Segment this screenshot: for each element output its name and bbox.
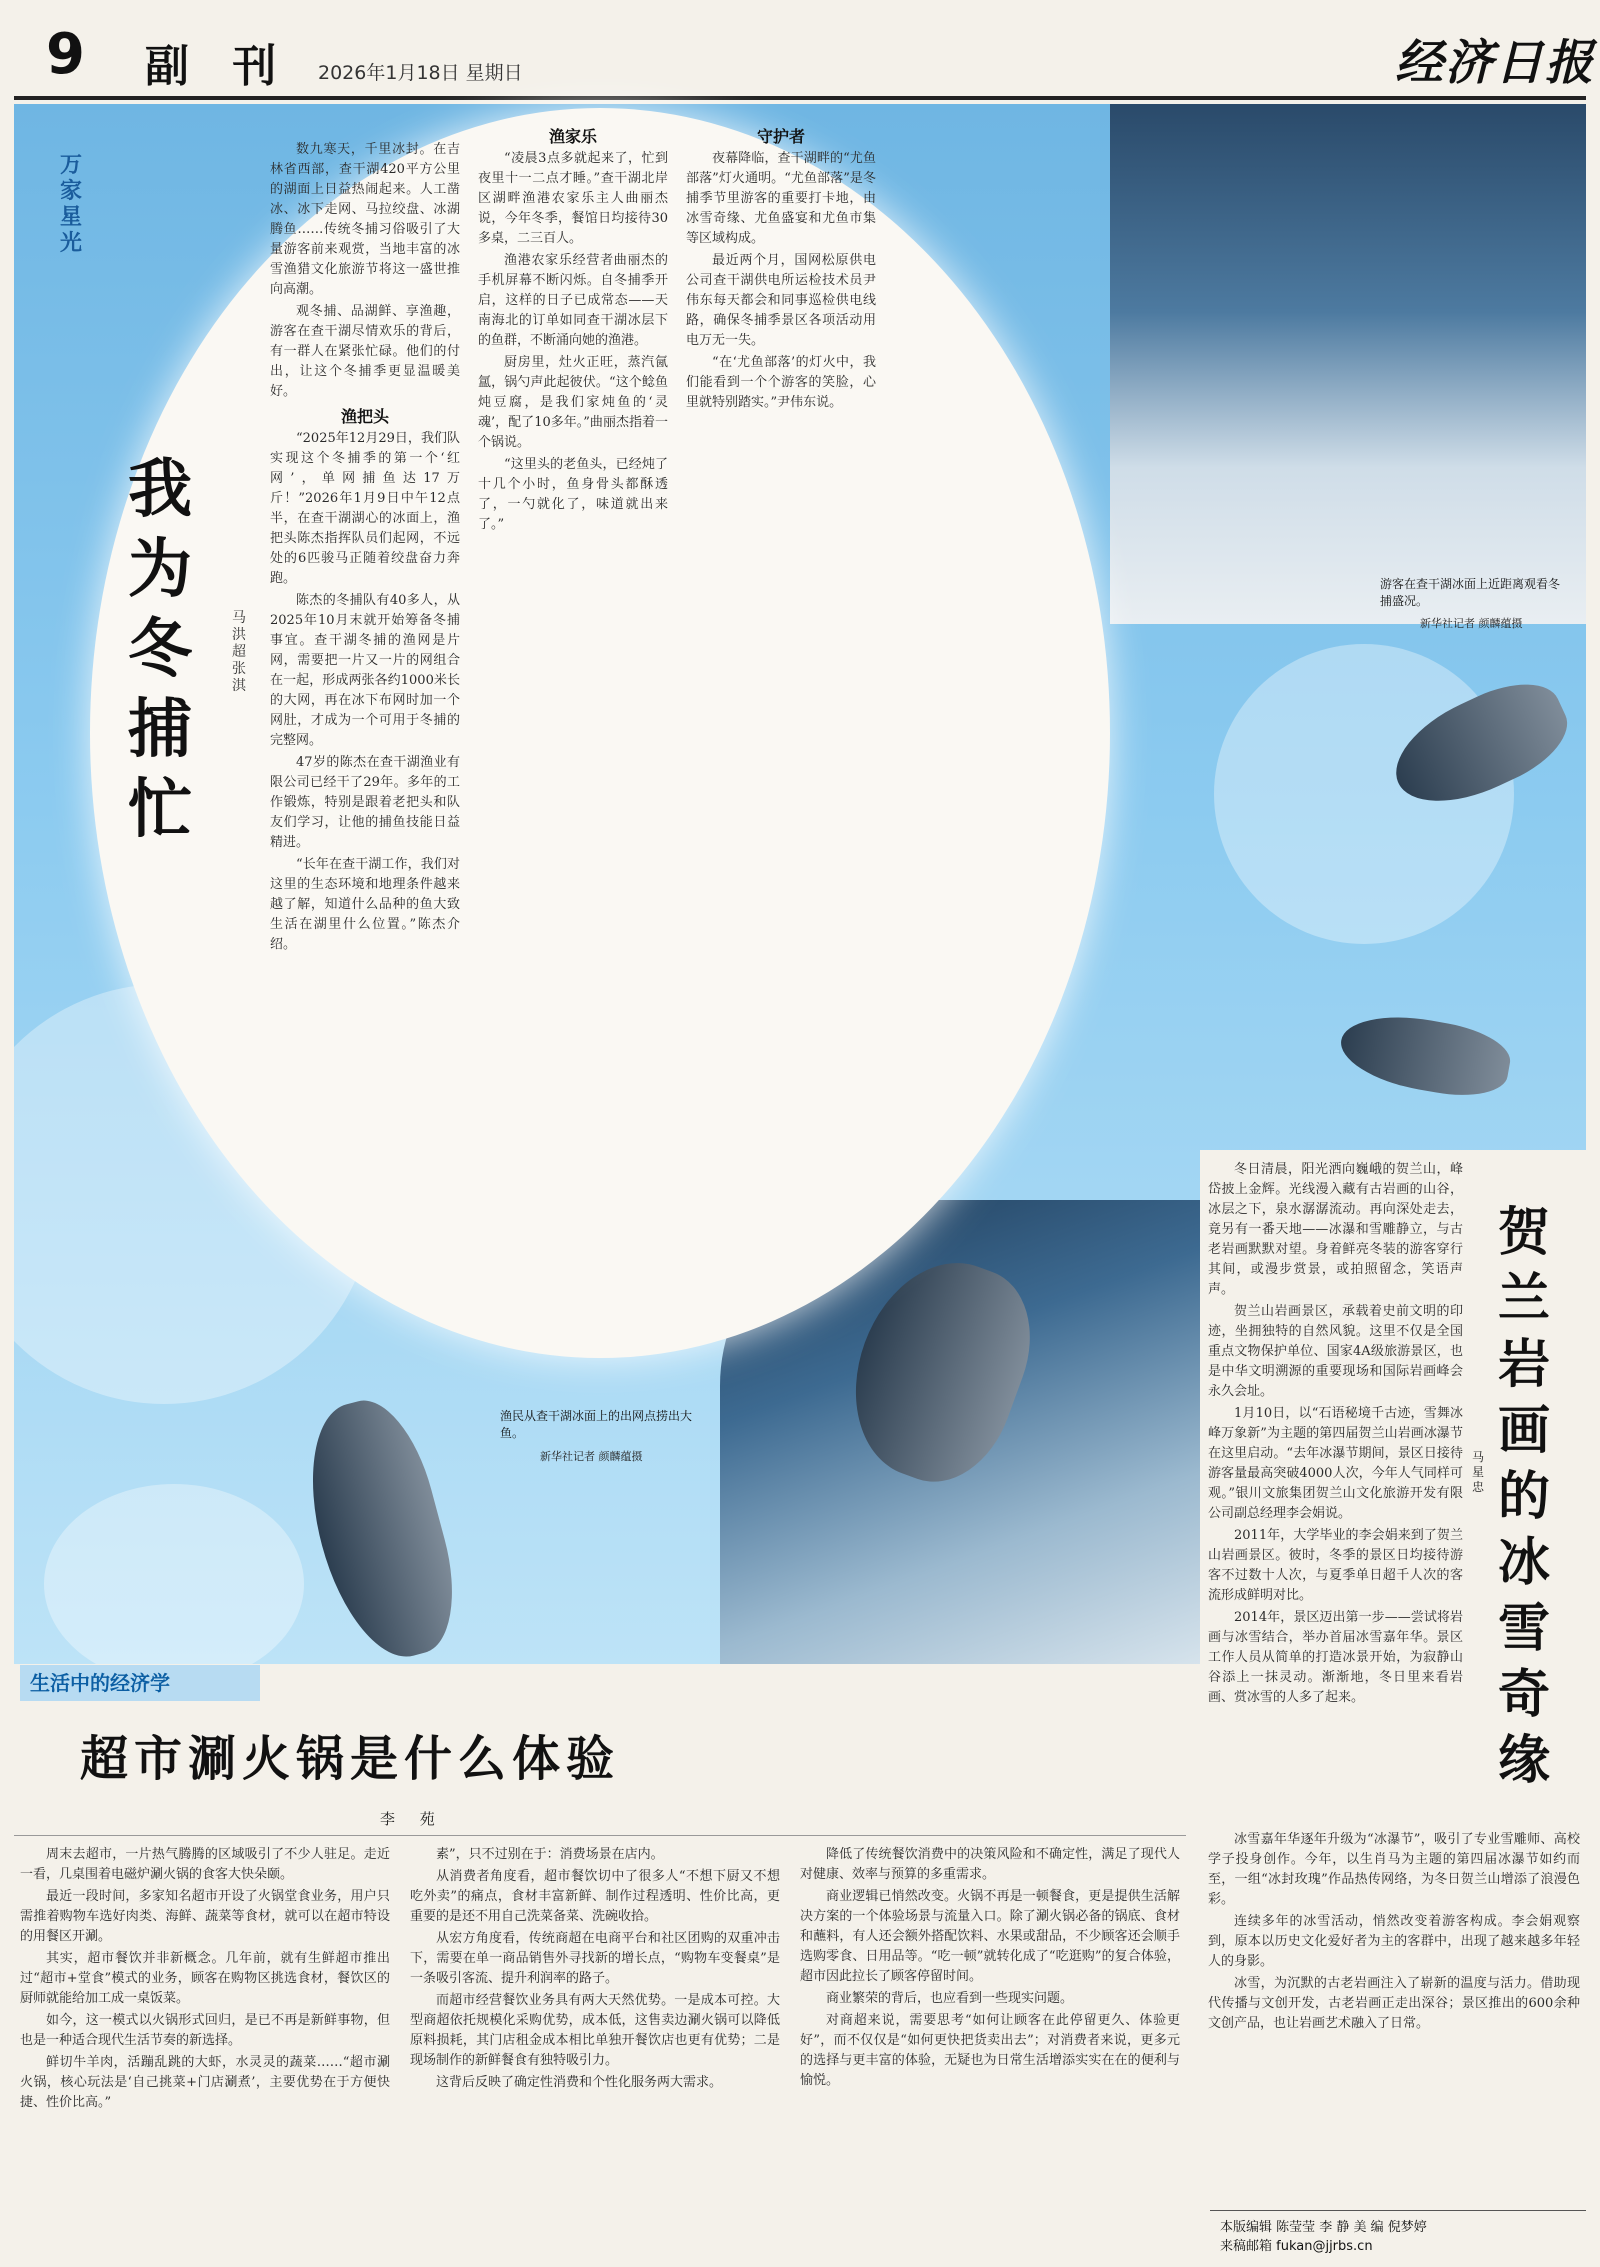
economics-paragraph: 从宏方角度看，传统商超在电商平台和社区团购的双重冲击下，需要在单一商品销售外寻找新的增长点，“购物车变餐桌”是一条吸引客流、提升利润率的路子。	[410, 1931, 780, 1986]
feature-paragraph: 最近两个月，国网松原供电公司查干湖供电所运检技术员尹伟东每天都会和同事巡检供电线路，确保冬捕季景区各项活动用电万无一失。	[686, 253, 876, 348]
section-heading: 渔把头	[340, 407, 389, 426]
feature-paragraph: 陈杰的冬捕队有40多人，从2025年10月末就开始筹备冬捕事宜。查干湖冬捕的渔网是片网，需要把一片又一片的网组合在一起，形成两张各约1000米长的大网，再在冰下布网时加一个网肚，才成为一个可用于冬捕的完整网。	[270, 593, 460, 748]
feature-column-3	[686, 124, 876, 1224]
section-heading: 渔家乐	[548, 127, 597, 146]
helan-paragraph: 2011年，大学毕业的李会娟来到了贺兰山岩画景区。彼时，冬季的景区日均接待游客不过数十人次，与夏季单日超千人次的客流形成鲜明对比。	[1208, 1528, 1463, 1603]
economics-paragraph: 商业逻辑已悄然改变。火锅不再是一顿餐食，更是提供生活解决方案的一个体验场景与流量入口。除了涮火锅必备的锅底、食材和蘸料，有人还会额外搭配饮料、水果或甜品，不少顾客还会顺手选购零食、日用品等。“吃一顿”就转化成了“吃逛购”的复合体验，超市因此拉长了顾客停留时间。	[800, 1889, 1180, 1984]
feature-byline: 马洪超 张 淇	[232, 610, 246, 694]
feature-paragraph: 47岁的陈杰在查干湖渔业有限公司已经干了29年。多年的工作锻炼，特别是跟着老把头和队友们学习，让他的捕鱼技能日益精进。	[270, 755, 460, 850]
masthead-rule	[14, 96, 1586, 100]
photo-caption-top: 游客在查干湖冰面上近距离观看冬捕盛况。	[1380, 577, 1561, 608]
section-heading: 守护者	[756, 127, 805, 146]
economics-paragraph: 素”，只不过别在于：消费场景在店内。	[436, 1847, 664, 1862]
feature-paragraph: “凌晨3点多就起来了，忙到夜里十一二点才睡。”查干湖北岸区湖畔渔港农家乐主人曲丽杰说，今年冬季，餐馆日均接待30多桌，二三百人。	[478, 151, 668, 246]
economics-paragraph: 其实，超市餐饮并非新概念。几年前，就有生鲜超市推出过“超市+堂食”模式的业务，顾客在购物区挑选食材，餐饮区的厨师就能给加工成一桌饭菜。	[20, 1951, 390, 2006]
economics-column-2	[410, 1845, 780, 2255]
feature-paragraph: “在‘尤鱼部落’的灯火中，我们能看到一个个游客的笑脸，心里就特别踏实。”尹伟东说。	[686, 355, 876, 410]
economics-paragraph: 周末去超市，一片热气腾腾的区域吸引了不少人驻足。走近一看，几桌围着电磁炉涮火锅的食客大快朵颐。	[20, 1847, 390, 1882]
economics-rule	[14, 1835, 1186, 1836]
publication-date: 2026年1月18日 星期日	[318, 62, 523, 84]
helan-paragraph: 冰雪，为沉默的古老岩画注入了崭新的温度与活力。借助现代传播与文创开发，古老岩画正走出深谷；景区推出的600余种文创产品，也让岩画艺术融入了日常。	[1208, 1976, 1580, 2031]
economics-article-author: 李 苑	[380, 1810, 445, 1828]
photo-winter-fishing-crowd	[1110, 104, 1586, 624]
section-name: 副 刊	[145, 41, 291, 92]
helan-paragraph: 2014年，景区迈出第一步——尝试将岩画与冰雪结合，举办首届冰雪嘉年华。景区工作人员从简单的打造冰景开始，为寂静山谷添上一抹灵动。渐渐地，冬日里来看岩画、赏冰雪的人多了起来。	[1208, 1610, 1463, 1705]
feature-column-2	[478, 124, 668, 1234]
page-number: 9	[46, 22, 85, 87]
submission-email[interactable]: 来稿邮箱 fukan@jjrbs.cn	[1220, 2239, 1373, 2254]
footer-rule	[1210, 2210, 1586, 2211]
economics-column-tag: 生活中的经济学	[20, 1665, 260, 1701]
helan-paragraph: 冰雪嘉年华逐年升级为“冰瀑节”，吸引了专业雪雕师、高校学子投身创作。今年，以生肖马为主题的第四届冰瀑节如约而至，一组“冰封玫瑰”作品热传网络，为冬日贺兰山增添了浪漫色彩。	[1208, 1832, 1580, 1907]
economics-article-title: 超市涮火锅是什么体验	[80, 1731, 621, 1787]
photo-caption-bottom: 渔民从查干湖冰面上的出网点捞出大鱼。	[500, 1409, 693, 1440]
feature-paragraph: 夜幕降临，查干湖畔的“尤鱼部落”灯火通明。“尤鱼部落”是冬捕季节里游客的重要打卡地，由冰雪奇缘、尤鱼盛宴和尤鱼市集等区域构成。	[686, 151, 876, 246]
helan-column-wide	[1208, 1830, 1580, 2200]
feature-paragraph: “2025年12月29日，我们队实现这个冬捕季的第一个‘红网’，单网捕鱼达17万斤！”2026年1月9日中午12点半，在查干湖湖心的冰面上，渔把头陈杰指挥队员们起网，不远处的6匹骏马正随着绞盘奋力奔跑。	[270, 431, 460, 586]
economics-paragraph: 降低了传统餐饮消费中的决策风险和不确定性，满足了现代人对健康、效率与预算的多重需求。	[800, 1847, 1180, 1882]
page-footer	[1220, 2218, 1580, 2256]
feature-intro-paragraph: 数九寒天，千里冰封。在吉林省西部，查干湖420平方公里的湖面上日益热闹起来。人工凿冰、冰下走网、马拉绞盘、冰湖腾鱼……传统冬捕习俗吸引了大量游客前来观赏，当地丰富的冰雪渔猎文化旅游节将这一盛世推向高潮。	[270, 142, 460, 297]
column-tag: 万家星光	[60, 152, 83, 256]
economics-paragraph: 而超市经营餐饮业务具有两大天然优势。一是成本可控。大型商超依托规模化采购优势，成本低，这售卖边涮火锅可以降低原料损耗，其门店租金成本相比单独开餐饮店也更有优势；二是现场制作的新鲜餐食有独特吸引力。	[410, 1993, 780, 2068]
economics-paragraph: 这背后反映了确定性消费和个性化服务两大需求。	[436, 2075, 723, 2090]
economics-paragraph: 最近一段时间，多家知名超市开设了火锅堂食业务，用户只需推着购物车选好肉类、海鲜、蔬菜等食材，就可以在超市特设的用餐区开涮。	[20, 1889, 390, 1944]
feature-paragraph: “长年在查干湖工作，我们对这里的生态环境和地理条件越来越了解，知道什么品种的鱼大致生活在湖里什么位置。”陈杰介绍。	[270, 857, 460, 952]
photo-credit-top: 新华社记者 颜麟蕴摄	[1420, 617, 1523, 630]
feature-intro-paragraph: 观冬捕、品湖鲜、享渔趣，游客在查干湖尽情欢乐的背后，有一群人在紧张忙碌。他们的付出，让这个冬捕季更显温暖美好。	[270, 304, 460, 399]
economics-paragraph: 从消费者角度看，超市餐饮切中了很多人“不想下厨又不想吃外卖”的痛点，食材丰富新鲜、制作过程透明、性价比高，更重要的是还不用自己洗菜备菜、洗碗收拾。	[410, 1869, 780, 1924]
feature-title: 我为冬捕忙	[128, 452, 192, 847]
photo-credit-bottom: 新华社记者 颜麟蕴摄	[540, 1450, 643, 1463]
feature-paragraph: 厨房里，灶火正旺，蒸汽氤氲，锅勺声此起彼伏。“这个鲶鱼炖豆腐，是我们家炖鱼的‘灵魂’，配了10多年。”曲丽杰指着一个锅说。	[478, 355, 668, 450]
editor-credits: 本版编辑 陈莹莹 李 静 美 编 倪梦婷	[1220, 2220, 1427, 2235]
economics-paragraph: 商业繁荣的背后，也应看到一些现实问题。	[826, 1991, 1074, 2006]
economics-paragraph: 对商超来说，需要思考“如何让顾客在此停留更久、体验更好”，而不仅仅是“如何更快把货卖出去”；对消费者来说，更多元的选择与更丰富的体验，无疑也为日常生活增添实实在在的便利与愉悦。	[800, 2013, 1180, 2088]
economics-paragraph: 如今，这一模式以火锅形式回归，是已不再是新鲜事物，但也是一种适合现代生活节奏的新选择。	[20, 2013, 390, 2048]
helan-paragraph: 冬日清晨，阳光洒向巍峨的贺兰山，峰岱披上金辉。光线漫入藏有古岩画的山谷，冰层之下，泉水潺潺流动。再向深处走去，竟另有一番天地——冰瀑和雪雕静立，与古老岩画默默对望。身着鲜亮冬装的游客穿行其间，或漫步赏景，或拍照留念，笑语声声。	[1208, 1162, 1463, 1297]
feature-column-1	[270, 140, 460, 1180]
helan-paragraph: 1月10日，以“石语秘境千古迹，雪舞冰峰万象新”为主题的第四届贺兰山岩画冰瀑节在这里启动。“去年冰瀑节期间，景区日接待游客量最高突破4000人次，今年人气同样可观。”银川文旅集团贺兰山文化旅游开发有限公司副总经理李会娟说。	[1208, 1406, 1463, 1521]
economics-column-3	[800, 1845, 1180, 2255]
economics-column-1	[20, 1845, 390, 2255]
helan-article-byline: 马星忠	[1472, 1450, 1485, 1494]
helan-article-title: 贺兰岩画的冰雪奇缘	[1498, 1202, 1551, 1791]
helan-column	[1208, 1160, 1463, 1820]
helan-paragraph: 贺兰山岩画景区，承载着史前文明的印迹，坐拥独特的自然风貌。这里不仅是全国重点文物保护单位、国家4A级旅游景区，也是中华文明溯源的重要现场和国际岩画峰会永久会址。	[1208, 1304, 1463, 1399]
feature-paragraph: 渔港农家乐经营者曲丽杰的手机屏幕不断闪烁。自冬捕季开启，这样的日子已成常态——天南海北的订单如同查干湖冰层下的鱼群，不断涌向她的渔港。	[478, 253, 668, 348]
helan-paragraph: 连续多年的冰雪活动，悄然改变着游客构成。李会娟观察到，原本以历史文化爱好者为主的客群中，出现了越来越多年轻人的身影。	[1208, 1914, 1580, 1969]
feature-paragraph: “这里头的老鱼头，已经炖了十几个小时，鱼身骨头都酥透了，一勺就化了，味道就出来了。”	[478, 457, 668, 532]
economics-paragraph: 鲜切牛羊肉，活蹦乱跳的大虾，水灵灵的蔬菜……“超市涮火锅，核心玩法是‘自己挑菜+门店涮煮’，主要优势在于方便快捷、性价比高。”	[20, 2055, 390, 2110]
newspaper-logo: 经济日报	[1395, 35, 1596, 91]
